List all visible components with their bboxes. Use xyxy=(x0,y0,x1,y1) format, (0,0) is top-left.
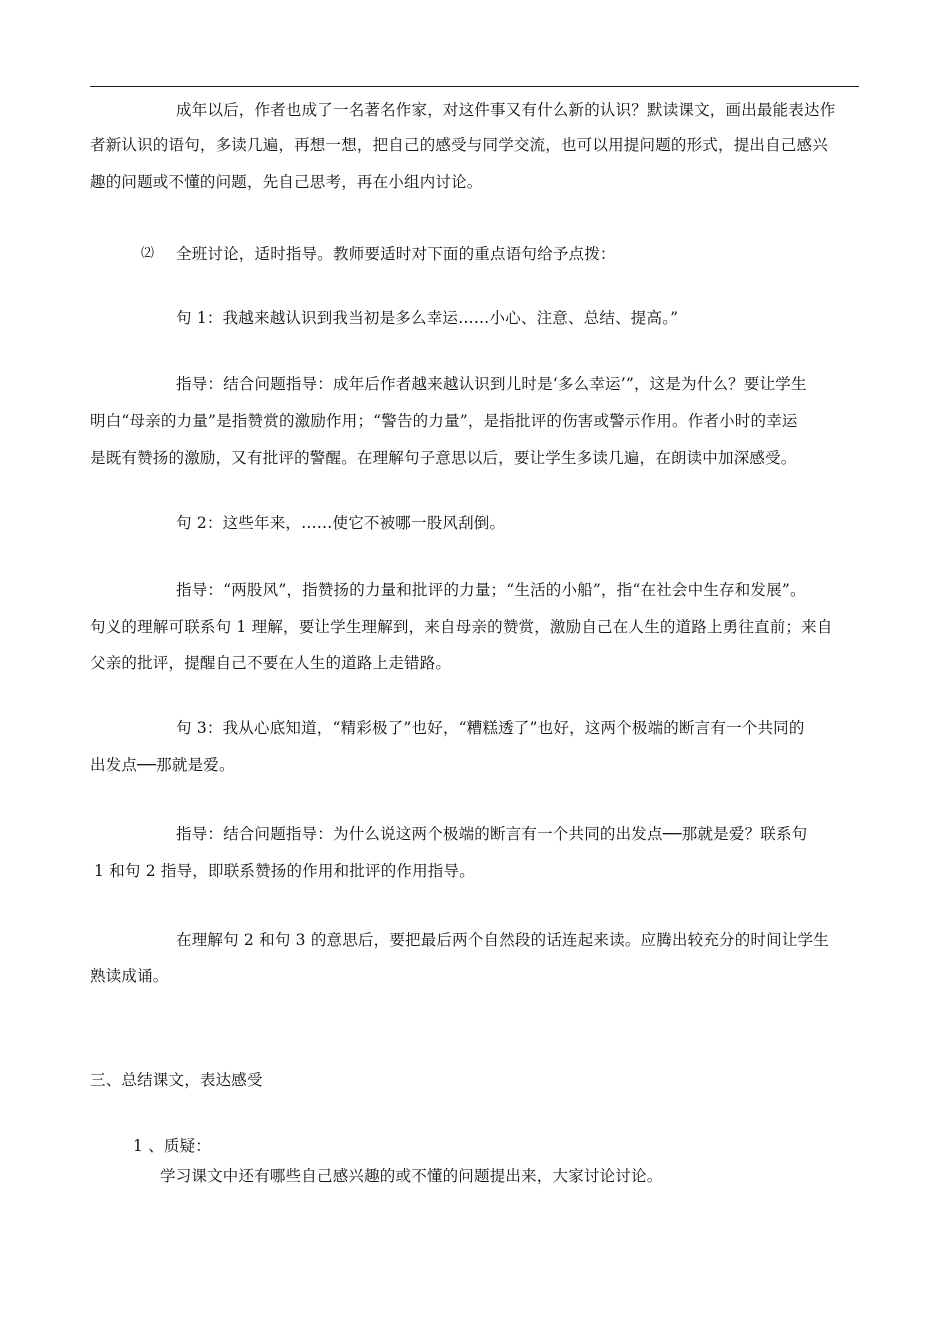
paragraph-line: 句义的理解可联系句 1 理解，要让学生理解到，来自母亲的赞赏，激励自己在人生的道路上勇往直前；来自 xyxy=(90,618,833,636)
paragraph-line: 指导：结合问题指导：为什么说这两个极端的断言有一个共同的出发点──那就是爱？联系句 xyxy=(176,825,808,843)
paragraph-line: 学习课文中还有哪些自己感兴趣的或不懂的问题提出来，大家讨论讨论。 xyxy=(160,1167,663,1185)
paragraph-line: 趣的问题或不懂的问题，先自己思考，再在小组内讨论。 xyxy=(90,173,483,191)
paragraph-line: 1 和句 2 指导，即联系赞扬的作用和批评的作用指导。 xyxy=(94,862,475,880)
paragraph-line: 在理解句 2 和句 3 的意思后，要把最后两个自然段的话连起来读。应腾出较充分的时间让学生 xyxy=(176,931,829,949)
paragraph-line: 全班讨论，适时指导。教师要适时对下面的重点语句给予点拨： xyxy=(176,245,616,263)
paragraph-line: 父亲的批评，提醒自己不要在人生的道路上走错路。 xyxy=(90,654,452,672)
paragraph-line: 句 1：我越来越认识到我当初是多么幸运……小心、注意、总结、提高。” xyxy=(176,309,679,327)
paragraph-line: 明白“母亲的力量”是指赞赏的激励作用；“警告的力量”，是指批评的伤害或警示作用。作者小时的幸运 xyxy=(90,412,798,430)
header-rule xyxy=(90,86,859,87)
paragraph-line: 者新认识的语句，多读几遍，再想一想，把自己的感受与同学交流，也可以用提问题的形式，提出自己感兴 xyxy=(90,136,828,154)
paragraph-line: 出发点──那就是爱。 xyxy=(90,756,235,774)
paragraph-line: 句 2：这些年来，……使它不被哪一股风刮倒。 xyxy=(176,514,506,532)
paragraph-line: 句 3：我从心底知道，“精彩极了”也好，“糟糕透了”也好，这两个极端的断言有一个共同的 xyxy=(176,719,805,737)
paragraph-line: 熟读成诵。 xyxy=(90,967,169,985)
paragraph-line: 成年以后，作者也成了一名著名作家，对这件事又有什么新的认识？默读课文，画出最能表达作 xyxy=(176,101,836,119)
paragraph-line: 指导：“两股风”，指赞扬的力量和批评的力量；“生活的小船”，指“在社会中生存和发展”。 xyxy=(176,581,806,599)
paragraph-line: 指导：结合问题指导：成年后作者越来越认识到儿时是‘多么幸运’”，这是为什么？要让学生 xyxy=(176,375,807,393)
section-heading: 三、总结课文，表达感受 xyxy=(90,1071,263,1089)
subheading: 1 、质疑： xyxy=(133,1137,211,1155)
paragraph-line: 是既有赞扬的激励，又有批评的警醒。在理解句子意思以后，要让学生多读几遍，在朗读中加深感受。 xyxy=(90,449,797,467)
list-number: ⑵ xyxy=(141,246,155,261)
